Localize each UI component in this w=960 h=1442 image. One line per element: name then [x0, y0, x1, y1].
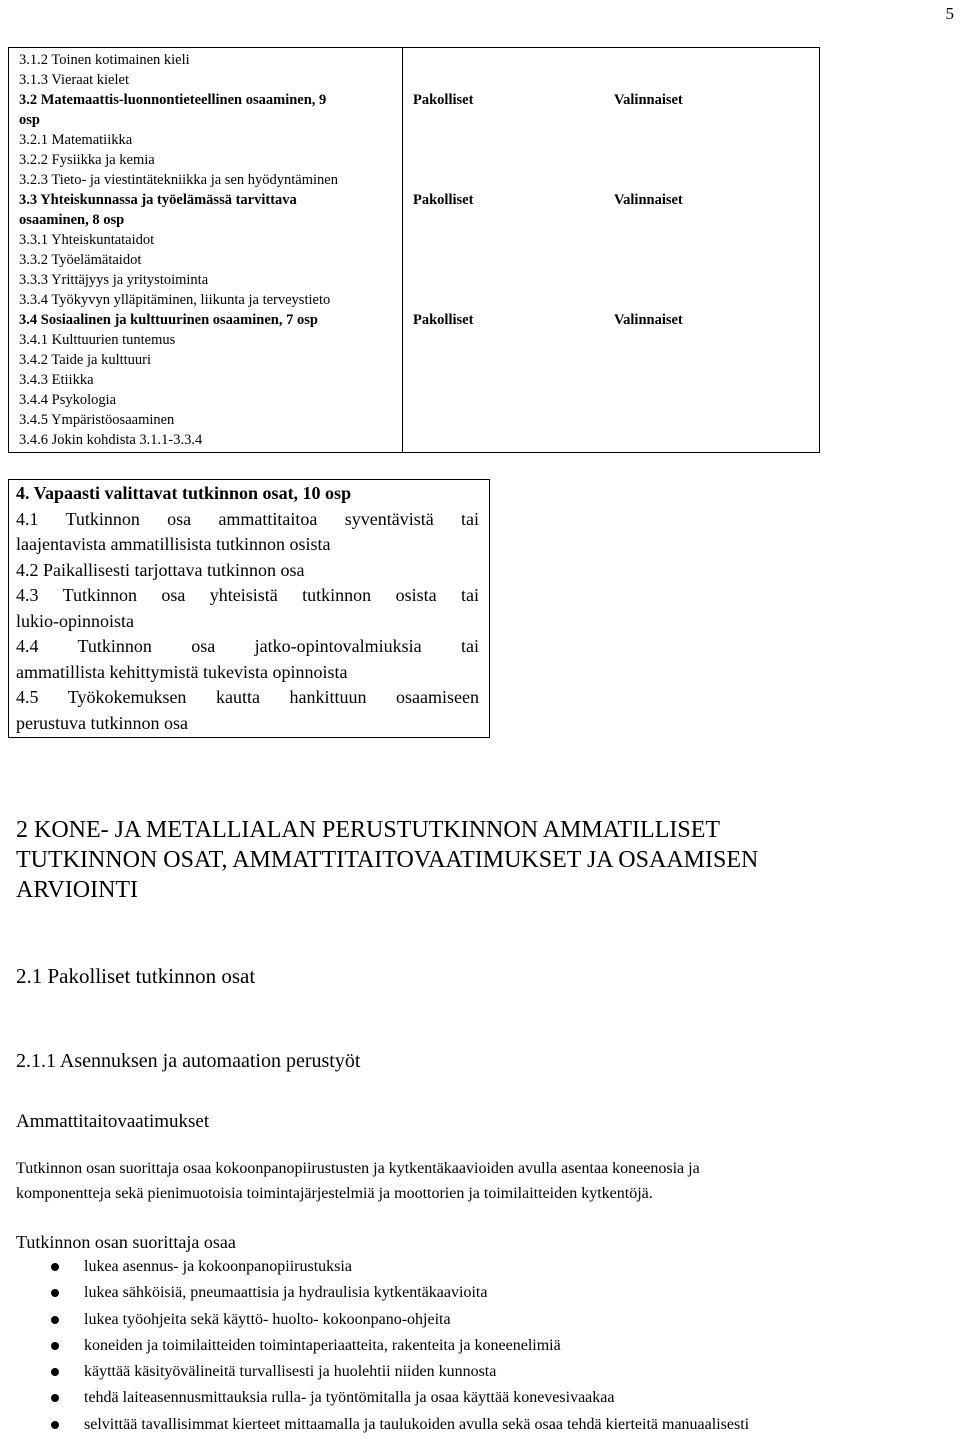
optional-column-label: Valinnaiset: [614, 92, 683, 108]
list-item: ammatillista kehittymistä tukevista opinnoista: [16, 662, 348, 682]
table-row: 3.4 Sosiaalinen ja kulttuurinen osaaminen, 7 osp: [19, 312, 318, 328]
table-row: 3.3 Yhteiskunnassa ja työelämässä tarvittava: [19, 192, 297, 208]
bullet-icon: [51, 1368, 59, 1376]
bullet-icon: [51, 1421, 59, 1429]
list-item: [16, 1280, 749, 1306]
list-item-label: selvittää tavallisimmat kierteet mittaamalla ja taulukoiden avulla sekä osaa tehdä kierteitä manuaalisesti: [84, 1415, 750, 1433]
bullet-icon: [51, 1263, 59, 1271]
list-item: [16, 1412, 749, 1438]
list-item: 4.2 Paikallisesti tarjottava tutkinnon osa: [16, 560, 305, 580]
list-item-label: lukea sähköisiä, pneumaattisia ja hydraulisia kytkentäkaavioita: [84, 1284, 488, 1302]
table-row: 3.3.4 Työkyvyn ylläpitäminen, liikunta ja terveystieto: [19, 292, 331, 308]
mandatory-column-label: Pakolliset: [413, 312, 474, 328]
list-item: lukio-opinnoista: [16, 611, 134, 631]
list-item-label: lukea asennus- ja kokoonpanopiirustuksia: [84, 1258, 352, 1275]
table-row: 3.1.3 Vieraat kielet: [19, 72, 129, 88]
table-row: osaaminen, 8 osp: [19, 212, 125, 228]
subsection-heading: 2.1.1 Asennuksen ja automaation perustyöt: [16, 1050, 361, 1072]
description-paragraph: [16, 1156, 916, 1206]
list-item: 4.4 Tutkinnon osa jatko-opintovalmiuksia tai: [16, 636, 479, 656]
list-item: perustuva tutkinnon osa: [16, 713, 188, 733]
table-row: 3.2.3 Tieto- ja viestintätekniikka ja sen hyödyntäminen: [19, 172, 338, 188]
table-row: 3.2.2 Fysiikka ja kemia: [19, 152, 155, 168]
list-item-label: lukea työohjeita sekä käyttö- huolto- kokoonpano-ohjeita: [84, 1310, 451, 1328]
list-item: [16, 1307, 749, 1333]
list-item: [16, 1333, 749, 1359]
list-item-label: käyttää käsityövälineitä turvallisesti ja huolehtii niiden kunnosta: [84, 1363, 497, 1381]
elective-units-table: [8, 479, 490, 738]
page-number: 5: [945, 4, 954, 23]
description-line: komponentteja sekä pienimuotoisia toimintajärjestelmiä ja moottorien ja toimilaitteiden kytkentöjä.: [16, 1185, 653, 1202]
list-item: 4.1 Tutkinnon osa ammattitaitoa syventävistä tai: [16, 509, 479, 529]
table-row: 3.4.6 Jokin kohdista 3.1.1-3.3.4: [19, 432, 203, 448]
skills-list: [16, 1254, 749, 1438]
mandatory-column-label: Pakolliset: [413, 192, 474, 208]
list-item: [16, 1254, 749, 1280]
table-row: 3.4.4 Psykologia: [19, 392, 117, 408]
core-subjects-table: [8, 47, 820, 453]
chapter-heading-line: ARVIOINTI: [16, 877, 139, 903]
list-item: 4.3 Tutkinnon osa yhteisistä tutkinnon osista tai: [16, 585, 479, 605]
chapter-heading-line: TUTKINNON OSAT, AMMATTITAITOVAATIMUKSET JA OSAAMISEN: [16, 847, 759, 873]
bullet-icon: [51, 1342, 59, 1350]
table-column-divider: [402, 48, 403, 452]
table-row: 3.2.1 Matematiikka: [19, 132, 133, 148]
list-item-label: tehdä laiteasennusmittauksia rulla- ja työntömitalla ja osaa käyttää konevesivaakaa: [84, 1389, 615, 1407]
table-row: 3.4.5 Ympäristöosaaminen: [19, 412, 175, 428]
table-row: 3.1.2 Toinen kotimainen kieli: [19, 52, 190, 68]
chapter-heading-line: 2 KONE- JA METALLIALAN PERUSTUTKINNON AMMATILLISET: [16, 817, 721, 843]
list-item: laajentavista ammatillisista tutkinnon osista: [16, 534, 331, 554]
list-item: 4.5 Työkokemuksen kautta hankittuun osaamiseen: [16, 687, 479, 707]
bullet-icon: [51, 1289, 59, 1297]
mandatory-column-label: Pakolliset: [413, 92, 474, 108]
table-row: osp: [19, 112, 40, 128]
table-row: 3.2 Matemaattis-luonnontieteellinen osaaminen, 9: [19, 92, 327, 108]
requirements-heading: Ammattitaitovaatimukset: [16, 1111, 210, 1132]
elective-heading: 4. Vapaasti valittavat tutkinnon osat, 10 osp: [16, 483, 352, 503]
table-row: 3.4.1 Kulttuurien tuntemus: [19, 332, 176, 348]
table-row: 3.4.2 Taide ja kulttuuri: [19, 352, 152, 368]
table-row: 3.3.3 Yrittäjyys ja yritystoiminta: [19, 272, 209, 288]
bullet-icon: [51, 1394, 59, 1402]
optional-column-label: Valinnaiset: [614, 312, 683, 328]
table-row: 3.4.3 Etiikka: [19, 372, 94, 388]
list-item-label: koneiden ja toimilaitteiden toimintaperiaatteita, rakenteita ja koneenelimiä: [84, 1336, 561, 1354]
section-heading: 2.1 Pakolliset tutkinnon osat: [16, 964, 256, 988]
list-item: [16, 1385, 749, 1411]
optional-column-label: Valinnaiset: [614, 192, 683, 208]
description-line: Tutkinnon osan suorittaja osaa kokoonpanopiirustusten ja kytkentäkaavioiden avulla asentaa koneenosia ja: [16, 1160, 700, 1177]
bullet-icon: [51, 1316, 59, 1324]
table-row: 3.3.1 Yhteiskuntataidot: [19, 232, 155, 248]
chapter-heading: [16, 815, 916, 905]
performer-heading: Tutkinnon osan suorittaja osaa: [16, 1232, 236, 1252]
list-item: [16, 1359, 749, 1385]
table-row: 3.3.2 Työelämätaidot: [19, 252, 142, 268]
